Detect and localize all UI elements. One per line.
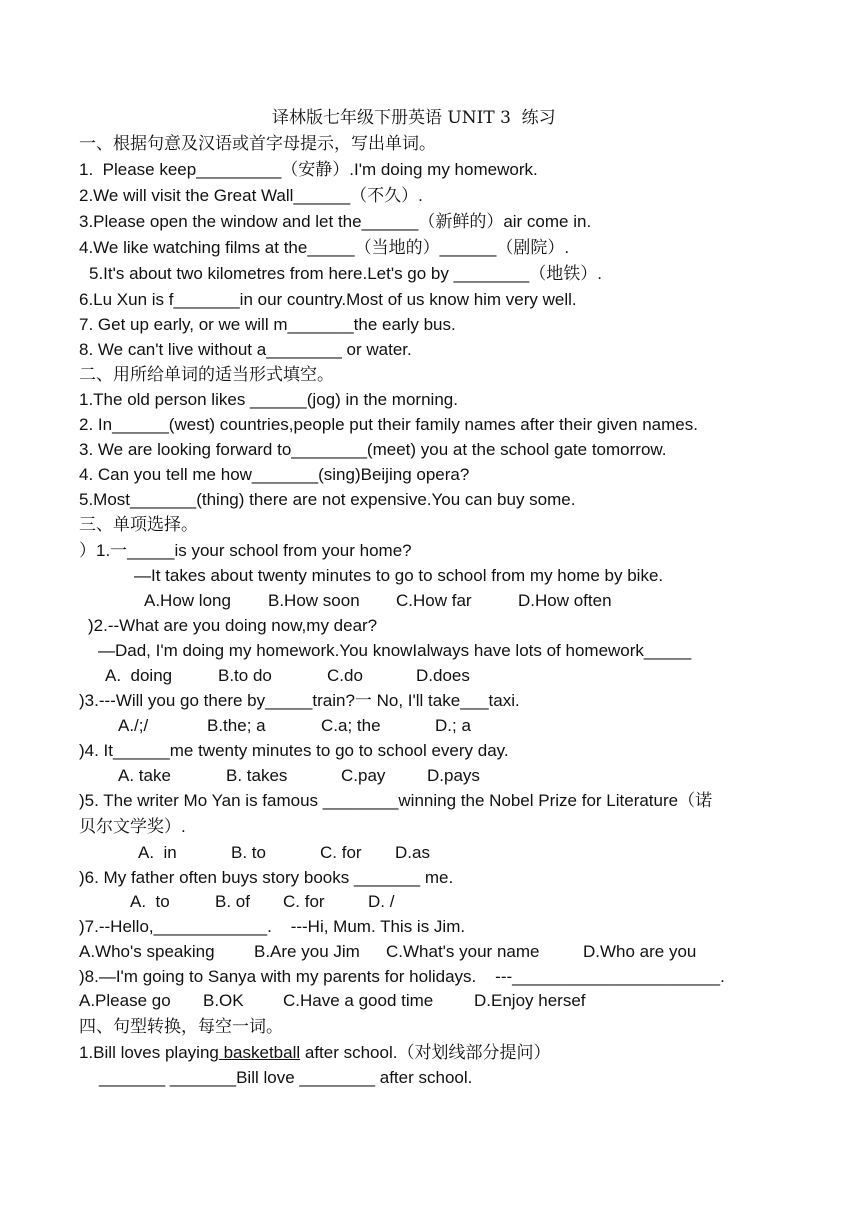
q7-option-a: A.Who's speaking (79, 942, 215, 961)
q5-option-c: C. for (320, 843, 362, 862)
q6-option-a: A. to (130, 892, 170, 911)
q5-option-b: B. to (231, 843, 266, 862)
q2-stem: )2.--What are you doing now,my dear? (88, 616, 378, 635)
q5-line2: 贝尔文学奖）. (79, 817, 186, 836)
section3-heading: 三、单项选择。 (79, 515, 198, 535)
section4-item-1-before: 1.Bill loves playing (79, 1043, 219, 1062)
q3-option-d: D.; a (435, 716, 471, 735)
section4-item-1-underlined: basketball (218, 1043, 301, 1062)
section2-item-3: 3. We are looking forward to________(meet) you at the school gate tomorrow. (79, 440, 667, 459)
q6-option-b: B. of (215, 892, 250, 911)
q8-option-c: C.Have a good time (283, 991, 434, 1010)
q6-option-c: C. for (283, 892, 325, 911)
section1-item-7: 7. Get up early, or we will m_______the early bus. (79, 315, 456, 334)
section4-answer-line: _______ _______Bill love ________ after school. (99, 1068, 473, 1087)
q8-option-d: D.Enjoy hersef (474, 991, 586, 1010)
section1-item-1: 1. Please keep_________（安静）.I'm doing my homework. (79, 160, 538, 179)
section2-item-4: 4. Can you tell me how_______(sing)Beijing opera? (79, 465, 470, 484)
section2-item-1: 1.The old person likes ______(jog) in the morning. (79, 390, 458, 409)
q2-option-d: D.does (416, 666, 470, 685)
q3-option-b: B.the; a (207, 716, 266, 735)
q7-option-d: D.Who are you (583, 942, 697, 961)
q2-option-a: A. doing (105, 666, 173, 685)
section1-item-2: 2.We will visit the Great Wall______（不久）. (79, 186, 423, 205)
q4-option-d: D.pays (427, 766, 480, 785)
q4-stem: )4. It______me twenty minutes to go to school every day. (79, 741, 509, 760)
section2-item-2: 2. In______(west) countries,people put their family names after their given names. (79, 415, 698, 434)
q1-option-b: B.How soon (268, 591, 360, 610)
section2-heading: 二、用所给单词的适当形式填空。 (79, 365, 334, 385)
q7-option-b: B.Are you Jim (254, 942, 360, 961)
q5-stem: )5. The writer Mo Yan is famous ________winning the Nobel Prize for Literature（诺 (79, 791, 713, 810)
q7-stem: )7.--Hello,____________. ---Hi, Mum. This is Jim. (79, 917, 466, 936)
q5-option-a: A. in (138, 843, 177, 862)
section2-item-5: 5.Most_______(thing) there are not expensive.You can buy some. (79, 490, 576, 509)
q1-option-a: A.How long (144, 591, 231, 610)
section4-item-1-after: after school.（对划线部分提问） (300, 1043, 551, 1062)
section1-item-4: 4.We like watching films at the_____（当地的）______（剧院）. (79, 238, 570, 257)
q4-option-b: B. takes (226, 766, 288, 785)
q8-option-b: B.OK (203, 991, 244, 1010)
q4-option-a: A. take (118, 766, 171, 785)
q6-stem: )6. My father often buys story books _______ me. (79, 868, 454, 887)
q4-option-c: C.pay (341, 766, 386, 785)
q7-option-c: C.What's your name (386, 942, 540, 961)
q8-option-a: A.Please go (79, 991, 171, 1010)
q3-option-a: A./;/ (118, 716, 149, 735)
q2-option-b: B.to do (218, 666, 272, 685)
section4-heading: 四、句型转换，每空一词。 (79, 1017, 283, 1037)
section1-item-6: 6.Lu Xun is f_______in our country.Most of us know him very well. (79, 290, 577, 309)
q1-option-d: D.How often (518, 591, 612, 610)
q1-stem: ）1.一_____is your school from your home? (79, 541, 412, 560)
q5-option-d: D.as (395, 843, 430, 862)
q3-option-c: C.a; the (321, 716, 381, 735)
q2-option-c: C.do (327, 666, 363, 685)
q1-option-c: C.How far (396, 591, 472, 610)
q1-line2: —It takes about twenty minutes to go to school from my home by bike. (134, 566, 664, 585)
section1-item-3: 3.Please open the window and let the______（新鲜的）air come in. (79, 212, 592, 231)
q2-line2: —Dad, I'm doing my homework.You knowIalways have lots of homework_____ (98, 641, 692, 660)
q3-stem: )3.---Will you go there by_____train?一 No, I'll take___taxi. (79, 691, 520, 710)
page-title: 译林版七年级下册英语 UNIT 3 练习 (272, 108, 556, 128)
section4-item-1 (79, 1042, 550, 1064)
q6-option-d: D. / (368, 892, 395, 911)
section1-item-5: 5.It's about two kilometres from here.Let's go by ________（地铁）. (89, 264, 602, 283)
q8-stem: )8.—I'm going to Sanya with my parents for holidays. ---______________________. (79, 967, 725, 986)
section1-heading: 一、根据句意及汉语或首字母提示，写出单词。 (79, 134, 436, 154)
section1-item-8: 8. We can't live without a________ or water. (79, 340, 412, 359)
